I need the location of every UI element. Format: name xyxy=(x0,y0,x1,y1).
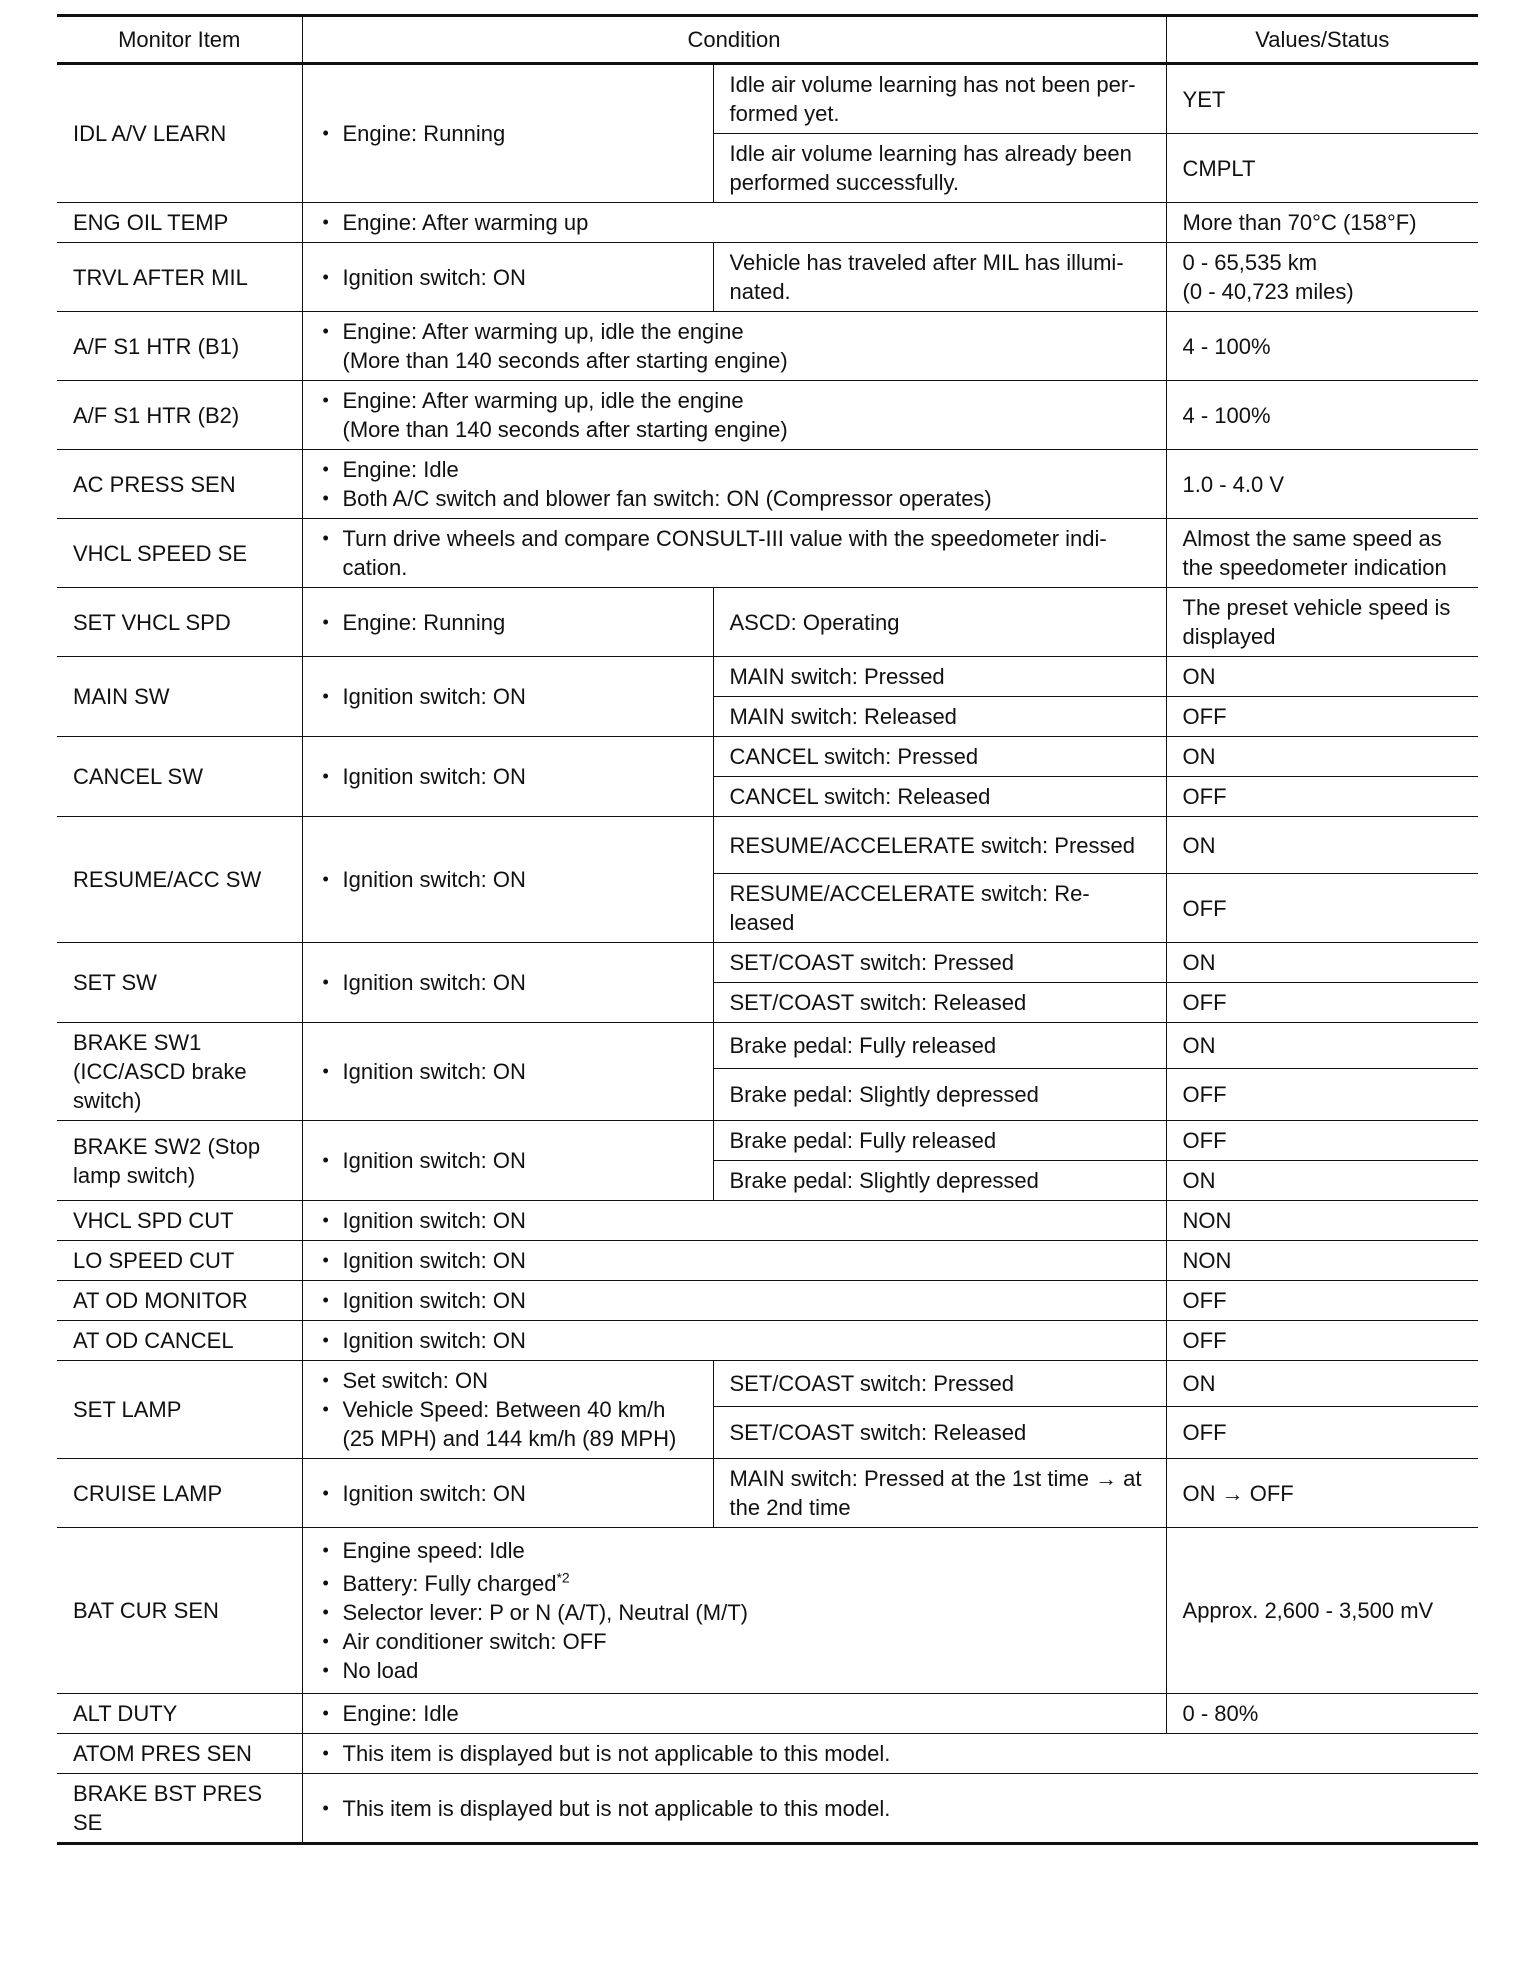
monitor-item-cell: RESUME/ACC SW xyxy=(57,817,302,943)
value-line: (0 - 40,723 miles) xyxy=(1182,279,1354,304)
condition-cell xyxy=(302,1121,713,1201)
table-row xyxy=(57,1241,1478,1281)
condition-bullet: • Both A/C switch and blower fan switch: ON (Compressor operates) xyxy=(319,484,1154,513)
value-cell: CMPLT xyxy=(1166,134,1478,203)
value-cell: Almost the same speed as the speedometer indication xyxy=(1166,519,1478,588)
value-cell: 1.0 - 4.0 V xyxy=(1166,450,1478,519)
condition-bullet: • Engine speed: Idle xyxy=(319,1536,1154,1565)
value-cell: ON xyxy=(1166,657,1478,697)
table-row xyxy=(57,1023,1478,1069)
table-row xyxy=(57,1121,1478,1161)
value-cell: OFF xyxy=(1166,1321,1478,1361)
value-cell: OFF xyxy=(1166,983,1478,1023)
value-cell: ON xyxy=(1166,943,1478,983)
condition-cell xyxy=(302,1734,1478,1774)
sub-condition-cell: Vehicle has traveled after MIL has illumi- nated. xyxy=(713,243,1166,312)
value-cell: NON xyxy=(1166,1201,1478,1241)
condition-bullet: • Ignition switch: ON xyxy=(319,1206,1154,1235)
table-row xyxy=(57,657,1478,697)
value-cell: ON xyxy=(1166,1361,1478,1407)
header-condition: Condition xyxy=(302,16,1166,64)
condition-cell xyxy=(302,737,713,817)
value-cell: OFF xyxy=(1166,777,1478,817)
condition-bullet: • This item is displayed but is not applicable to this model. xyxy=(319,1739,1467,1768)
condition-bullet: • Set switch: ON xyxy=(319,1366,701,1395)
condition-cell xyxy=(302,1241,1166,1281)
condition-bullet: • Ignition switch: ON xyxy=(319,682,701,711)
table-row xyxy=(57,243,1478,312)
sub-condition-cell: RESUME/ACCELERATE switch: Pressed xyxy=(713,817,1166,874)
value-cell: ON xyxy=(1166,817,1478,874)
header-values-status: Values/Status xyxy=(1166,16,1478,64)
monitor-item-cell: SET SW xyxy=(57,943,302,1023)
condition-text: Battery: Fully charged xyxy=(342,1571,557,1596)
table-row xyxy=(57,588,1478,657)
condition-bullet: • Ignition switch: ON xyxy=(319,1479,701,1508)
condition-bullet: • Ignition switch: ON xyxy=(319,263,701,292)
condition-bullet: • Ignition switch: ON xyxy=(319,865,701,894)
header-monitor-item: Monitor Item xyxy=(57,16,302,64)
table-row xyxy=(57,64,1478,134)
monitor-item-table xyxy=(57,14,1478,1845)
monitor-item-cell: CANCEL SW xyxy=(57,737,302,817)
sub-condition-cell: ASCD: Operating xyxy=(713,588,1166,657)
table-row xyxy=(57,943,1478,983)
condition-bullet: • Air conditioner switch: OFF xyxy=(319,1627,1154,1656)
condition-bullet xyxy=(319,386,1154,444)
monitor-item-cell: BAT CUR SEN xyxy=(57,1528,302,1694)
sub-condition-cell: SET/COAST switch: Pressed xyxy=(713,943,1166,983)
condition-cell xyxy=(302,1023,713,1121)
sub-condition-cell: SET/COAST switch: Pressed xyxy=(713,1361,1166,1407)
table-row xyxy=(57,312,1478,381)
value-cell: YET xyxy=(1166,64,1478,134)
monitor-item-cell: LO SPEED CUT xyxy=(57,1241,302,1281)
condition-bullet: • Ignition switch: ON xyxy=(319,1246,1154,1275)
sub-condition-cell: MAIN switch: Pressed xyxy=(713,657,1166,697)
condition-cell xyxy=(302,1694,1166,1734)
table-row xyxy=(57,519,1478,588)
condition-cell xyxy=(302,588,713,657)
table-row xyxy=(57,1321,1478,1361)
monitor-item-cell: AT OD MONITOR xyxy=(57,1281,302,1321)
sub-condition-cell: SET/COAST switch: Released xyxy=(713,1406,1166,1458)
sub-condition-cell: Brake pedal: Fully released xyxy=(713,1023,1166,1069)
monitor-item-cell: ATOM PRES SEN xyxy=(57,1734,302,1774)
monitor-item-cell: VHCL SPEED SE xyxy=(57,519,302,588)
condition-cell xyxy=(302,450,1166,519)
condition-cell xyxy=(302,817,713,943)
monitor-item-cell: AT OD CANCEL xyxy=(57,1321,302,1361)
monitor-item-cell: BRAKE SW2 (Stop lamp switch) xyxy=(57,1121,302,1201)
condition-bullet: • Engine: Idle xyxy=(319,455,1154,484)
table-row xyxy=(57,817,1478,874)
condition-line: • Engine: After warming up, idle the engine xyxy=(342,388,744,413)
sub-condition-cell: RESUME/ACCELERATE switch: Re- leased xyxy=(713,874,1166,943)
condition-line: (More than 140 seconds after starting engine) xyxy=(342,348,788,373)
table-row xyxy=(57,1281,1478,1321)
value-cell: OFF xyxy=(1166,1068,1478,1120)
condition-bullet: • Ignition switch: ON xyxy=(319,1146,701,1175)
sub-condition-cell: SET/COAST switch: Released xyxy=(713,983,1166,1023)
value-cell: 4 - 100% xyxy=(1166,381,1478,450)
condition-bullet: • Ignition switch: ON xyxy=(319,968,701,997)
monitor-item-cell: BRAKE SW1 (ICC/ASCD brake switch) xyxy=(57,1023,302,1121)
condition-cell xyxy=(302,1528,1166,1694)
condition-cell xyxy=(302,657,713,737)
sub-condition-cell: MAIN switch: Pressed at the 1st time → at the 2nd time xyxy=(713,1459,1166,1528)
value-cell: 4 - 100% xyxy=(1166,312,1478,381)
condition-line: • Engine: After warming up, idle the engine xyxy=(342,319,744,344)
value-cell: Approx. 2,600 - 3,500 mV xyxy=(1166,1528,1478,1694)
table-row xyxy=(57,1459,1478,1528)
value-cell: OFF xyxy=(1166,1281,1478,1321)
condition-bullet: • Turn drive wheels and compare CONSULT-III value with the speedometer indi- cation. xyxy=(319,524,1154,582)
value-cell: NON xyxy=(1166,1241,1478,1281)
monitor-item-cell: BRAKE BST PRES SE xyxy=(57,1774,302,1844)
monitor-item-cell: VHCL SPD CUT xyxy=(57,1201,302,1241)
value-cell: The preset vehicle speed is displayed xyxy=(1166,588,1478,657)
monitor-item-cell: ALT DUTY xyxy=(57,1694,302,1734)
monitor-item-cell: IDL A/V LEARN xyxy=(57,64,302,203)
condition-cell xyxy=(302,381,1166,450)
condition-bullet: • Engine: Idle xyxy=(319,1699,1154,1728)
condition-bullet: • Ignition switch: ON xyxy=(319,1286,1154,1315)
condition-bullet: • Ignition switch: ON xyxy=(319,1057,701,1086)
value-line: 0 - 65,535 km xyxy=(1182,250,1318,275)
condition-bullet: • Engine: After warming up xyxy=(319,208,1154,237)
monitor-item-cell: SET VHCL SPD xyxy=(57,588,302,657)
monitor-item-cell: AC PRESS SEN xyxy=(57,450,302,519)
condition-bullet: • This item is displayed but is not applicable to this model. xyxy=(319,1794,1467,1823)
value-cell: OFF xyxy=(1166,1406,1478,1458)
condition-bullet xyxy=(319,1569,1154,1598)
sub-condition-cell: MAIN switch: Released xyxy=(713,697,1166,737)
sub-condition-cell: CANCEL switch: Pressed xyxy=(713,737,1166,777)
condition-cell xyxy=(302,1281,1166,1321)
condition-cell xyxy=(302,519,1166,588)
condition-cell xyxy=(302,1459,713,1528)
value-cell: 0 - 80% xyxy=(1166,1694,1478,1734)
condition-bullet: • Selector lever: P or N (A/T), Neutral (M/T) xyxy=(319,1598,1154,1627)
table-row xyxy=(57,1528,1478,1694)
condition-cell xyxy=(302,203,1166,243)
table-row xyxy=(57,1201,1478,1241)
condition-cell xyxy=(302,1361,713,1459)
condition-bullet xyxy=(319,317,1154,375)
monitor-item-cell: ENG OIL TEMP xyxy=(57,203,302,243)
value-cell: More than 70°C (158°F) xyxy=(1166,203,1478,243)
sub-condition-cell: CANCEL switch: Released xyxy=(713,777,1166,817)
value-cell: ON xyxy=(1166,737,1478,777)
footnote-marker: *2 xyxy=(556,1569,570,1586)
value-cell: OFF xyxy=(1166,697,1478,737)
value-cell: OFF xyxy=(1166,874,1478,943)
table-row xyxy=(57,1694,1478,1734)
condition-bullet: • No load xyxy=(319,1656,1154,1685)
table-row xyxy=(57,381,1478,450)
table-row xyxy=(57,1361,1478,1407)
table-header-row xyxy=(57,16,1478,64)
table-row xyxy=(57,1774,1478,1844)
condition-bullet: • Ignition switch: ON xyxy=(319,1326,1154,1355)
condition-bullet: • Ignition switch: ON xyxy=(319,762,701,791)
monitor-item-cell: TRVL AFTER MIL xyxy=(57,243,302,312)
table-row xyxy=(57,1734,1478,1774)
value-cell: OFF xyxy=(1166,1121,1478,1161)
value-cell: ON → OFF xyxy=(1166,1459,1478,1528)
sub-condition-cell: Brake pedal: Slightly depressed xyxy=(713,1161,1166,1201)
table-row xyxy=(57,450,1478,519)
monitor-item-cell: SET LAMP xyxy=(57,1361,302,1459)
table-row xyxy=(57,737,1478,777)
condition-cell xyxy=(302,1774,1478,1844)
condition-cell xyxy=(302,243,713,312)
sub-condition-cell: Brake pedal: Slightly depressed xyxy=(713,1068,1166,1120)
monitor-item-cell: A/F S1 HTR (B2) xyxy=(57,381,302,450)
monitor-item-cell: MAIN SW xyxy=(57,657,302,737)
condition-bullet: • Engine: Running xyxy=(319,119,701,148)
condition-bullet: • Vehicle Speed: Between 40 km/h (25 MPH) and 144 km/h (89 MPH) xyxy=(319,1395,701,1453)
condition-cell xyxy=(302,64,713,203)
sub-condition-cell: Idle air volume learning has not been per- formed yet. xyxy=(713,64,1166,134)
monitor-item-cell: CRUISE LAMP xyxy=(57,1459,302,1528)
condition-cell xyxy=(302,1201,1166,1241)
condition-line: (More than 140 seconds after starting engine) xyxy=(342,417,788,442)
sub-condition-cell: Idle air volume learning has already been performed successfully. xyxy=(713,134,1166,203)
value-cell: ON xyxy=(1166,1023,1478,1069)
condition-bullet: • Engine: Running xyxy=(319,608,701,637)
monitor-item-cell: A/F S1 HTR (B1) xyxy=(57,312,302,381)
sub-condition-cell: Brake pedal: Fully released xyxy=(713,1121,1166,1161)
value-cell: ON xyxy=(1166,1161,1478,1201)
condition-cell xyxy=(302,943,713,1023)
table-row xyxy=(57,203,1478,243)
condition-cell xyxy=(302,312,1166,381)
condition-cell xyxy=(302,1321,1166,1361)
value-cell xyxy=(1166,243,1478,312)
